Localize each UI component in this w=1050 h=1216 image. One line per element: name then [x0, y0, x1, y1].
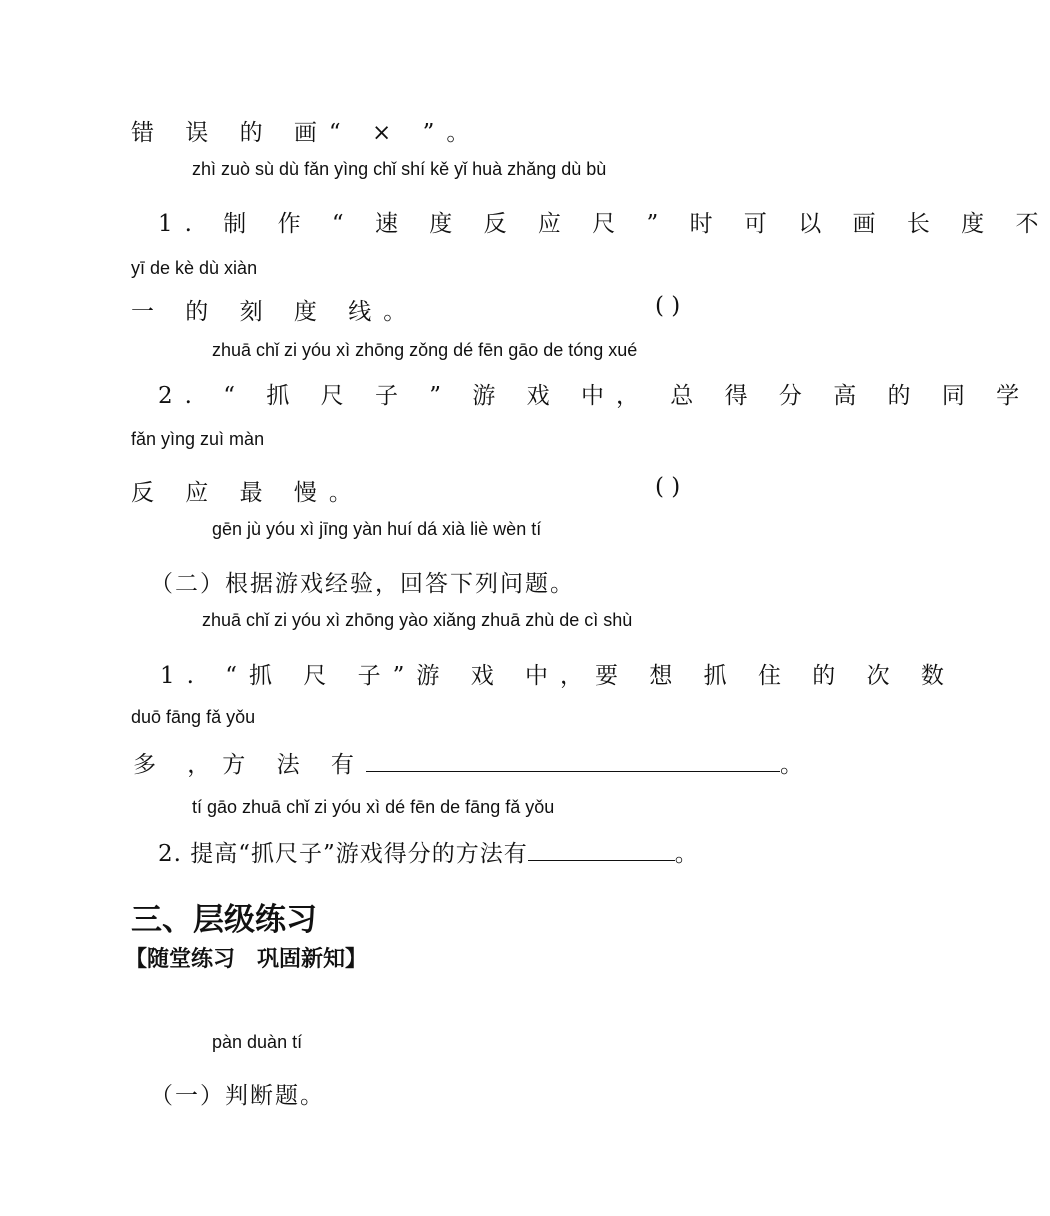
s2q2-pinyin: tí gāo zhuā chǐ zi yóu xì dé fēn de fāng fǎ yǒu — [192, 797, 555, 817]
part3-item-title: （一）判断题。 — [150, 1083, 325, 1109]
s2q1-pinyin-line2: duō fāng fǎ yǒu — [131, 707, 256, 727]
s2q2-end: 。 — [674, 841, 699, 867]
q1-text-line2: 一 的 刻 度 线。 — [131, 299, 419, 325]
q2-text-line1: 2. “ 抓 尺 子 ” 游 戏 中， 总 得 分 高 的 同 学 — [158, 383, 1032, 409]
q1-answer-parentheses[interactable]: ( ) — [655, 293, 681, 319]
q1-text-line1: 1. 制 作 “ 速 度 反 应 尺 ” 时 可 以 画 长 度 不 — [158, 211, 1050, 237]
part3-heading: 三、层级练习 — [131, 902, 317, 938]
q1-pinyin-line1: zhì zuò sù dù fǎn yìng chǐ shí kě yǐ huà zhǎng dù bù — [192, 159, 607, 179]
s2q1-text-line1: 1. “抓 尺 子”游 戏 中，要 想 抓 住 的 次 数 — [160, 663, 956, 689]
q2-pinyin-line2: fǎn yìng zuì màn — [131, 429, 265, 449]
intro-text: 错 误 的 画“ × ”。 — [131, 120, 482, 146]
s2q1-answer-blank[interactable] — [366, 749, 780, 772]
q2-text-line2: 反 应 最 慢。 — [131, 480, 364, 506]
s2q2-text-line — [158, 835, 699, 868]
s2q1-pinyin-line1: zhuā chǐ zi yóu xì zhōng yào xiǎng zhuā zhù de cì shù — [202, 610, 633, 630]
section2-pinyin: gēn jù yóu xì jīng yàn huí dá xià liè wèn tí — [212, 519, 542, 539]
s2q2-prompt: 2. 提高“抓尺子”游戏得分的方法有 — [158, 841, 528, 867]
s2q2-answer-blank[interactable] — [528, 838, 675, 861]
part3-pinyin: pàn duàn tí — [212, 1032, 303, 1052]
q2-pinyin-line1: zhuā chǐ zi yóu xì zhōng zǒng dé fēn gāo de tóng xué — [212, 340, 638, 360]
q2-answer-parentheses[interactable]: ( ) — [655, 474, 681, 500]
q1-pinyin-line2: yī de kè dù xiàn — [131, 258, 258, 278]
part3-subheading: 【随堂练习 巩固新知】 — [125, 947, 368, 972]
section2-title: （二）根据游戏经验，回答下列问题。 — [150, 571, 575, 597]
s2q1-prompt: 多 ，方 法 有 — [133, 752, 366, 778]
s2q1-end: 。 — [779, 752, 803, 778]
s2q1-text-line2 — [133, 746, 803, 779]
